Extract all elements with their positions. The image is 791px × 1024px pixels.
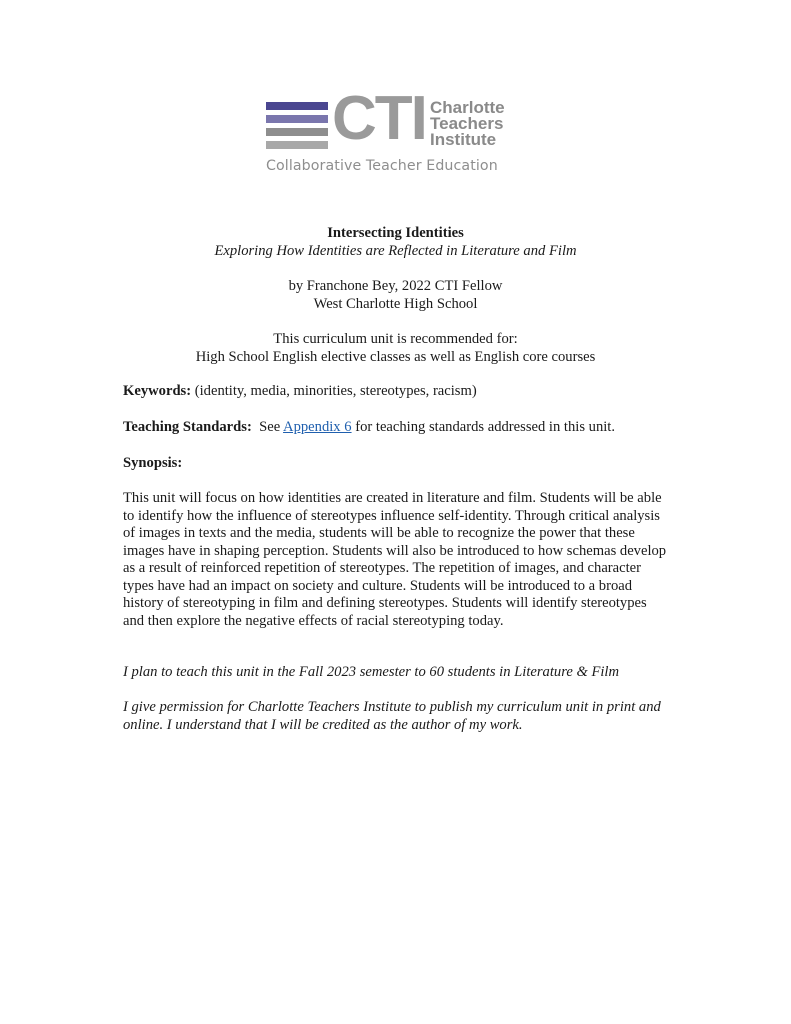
- standards-prefix: See: [259, 419, 281, 435]
- logo-name: [430, 100, 505, 148]
- recommend-intro: This curriculum unit is recommended for:: [273, 331, 518, 347]
- author-line: by Franchone Bey, 2022 CTI Fellow: [288, 278, 503, 294]
- logo-bar-3: [266, 128, 328, 136]
- page-subtitle: Exploring How Identities are Reflected in Literature and Film: [214, 243, 577, 259]
- keywords-value: (identity, media, minorities, stereotypes, racism): [194, 383, 477, 399]
- permission-statement: I give permission for Charlotte Teachers Institute to publish my curriculum unit in print and online. I understand that I will be credited as the author of my work.: [123, 699, 661, 733]
- logo-bar-4: [266, 141, 328, 149]
- page-title: Intersecting Identities: [327, 225, 464, 241]
- standards-suffix: for teaching standards addressed in this unit.: [355, 419, 616, 435]
- synopsis-label: Synopsis:: [123, 455, 183, 471]
- cti-logo: [266, 84, 526, 180]
- school-name: West Charlotte High School: [313, 296, 478, 312]
- keywords-line: [123, 383, 671, 401]
- logo-name-line-1: Charlotte: [430, 98, 505, 117]
- standards-line: [123, 419, 671, 437]
- logo-bars: [266, 102, 328, 154]
- logo-mark: CTI: [332, 84, 426, 153]
- author-block: [0, 277, 791, 313]
- keywords-label: Keywords:: [123, 383, 192, 399]
- recommendation-block: [0, 330, 791, 366]
- logo-name-line-3: Institute: [430, 130, 497, 149]
- logo-name-line-2: Teachers: [430, 114, 504, 133]
- synopsis-text: This unit will focus on how identities are created in literature and film. Students will be able to identify how the influence of stereotypes influence self-identity. Through critical analysis of images in texts and the media, students will be able to recognize the power that these images have in shaping perception. Students will also be introduced to how schemas develop as a result of reinforced repetition of stereotypes. The repetition of images, and character types have had an impact on society and culture. Students will be introduced to a broad history of stereotyping in film and defining stereotypes. Students will identify stereotypes and then explore the negative effects of racial stereotyping today.: [123, 490, 667, 629]
- recommend-audience: High School English elective classes as well as English core courses: [195, 349, 596, 365]
- synopsis-heading: [123, 455, 671, 473]
- plan-statement: I plan to teach this unit in the Fall 2023 semester to 60 students in Literature & Film: [123, 664, 620, 680]
- appendix-6-link[interactable]: Appendix 6: [283, 419, 352, 435]
- logo-bar-2: [266, 115, 328, 123]
- standards-label: Teaching Standards:: [123, 419, 252, 435]
- logo-tagline: Collaborative Teacher Education: [266, 158, 498, 174]
- title-block: [0, 224, 791, 260]
- logo-bar-1: [266, 102, 328, 110]
